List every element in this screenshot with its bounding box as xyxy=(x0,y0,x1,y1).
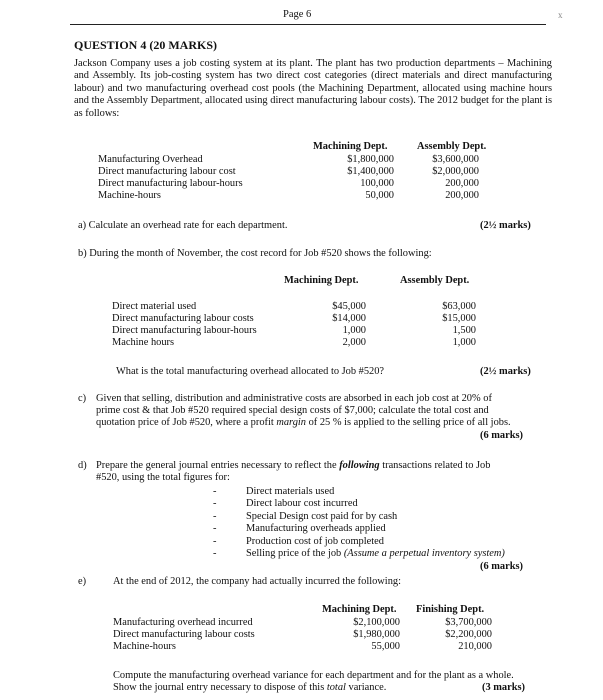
job-row-machining: 2,000 xyxy=(342,337,366,348)
budget-header-assembly: Assembly Dept. xyxy=(417,141,487,152)
job-row-machining: $45,000 xyxy=(332,301,366,312)
budget-row-label: Machine-hours xyxy=(98,190,161,201)
budget-row-label: Direct manufacturing labour-hours xyxy=(98,178,243,189)
budget-row-assembly: 200,000 xyxy=(445,190,479,201)
actual-row-label: Manufacturing overhead incurred xyxy=(113,617,253,628)
part-d-label: d) xyxy=(78,460,87,471)
part-b-text: b) During the month of November, the cost record for Job #520 shows the following: xyxy=(78,248,432,259)
part-e-closing-2 xyxy=(113,682,386,694)
part-e-closing-2-post: variance. xyxy=(345,682,387,693)
part-d-marks: (6 marks) xyxy=(480,561,523,572)
job-row-machining: $14,000 xyxy=(332,313,366,324)
list-bullet: - xyxy=(213,548,217,559)
job-row-label: Direct material used xyxy=(112,301,197,312)
list-bullet: - xyxy=(213,486,217,497)
part-b-question: What is the total manufacturing overhead allocated to Job #520? xyxy=(116,366,385,377)
part-b-marks: (2½ marks) xyxy=(480,366,531,377)
part-c-line-3-pre: quotation price of Job #520, where a profit xyxy=(96,417,277,428)
actual-row-machining: $2,100,000 xyxy=(353,617,400,628)
job-row-assembly: $15,000 xyxy=(442,313,476,324)
list-item: Direct materials used xyxy=(246,486,335,497)
part-a-text: a) Calculate an overhead rate for each department. xyxy=(78,220,288,231)
part-d-line-2: #520, using the total figures for: xyxy=(96,472,230,483)
job-row-assembly: 1,500 xyxy=(452,325,476,336)
budget-row-assembly: $2,000,000 xyxy=(432,166,479,177)
part-c-line-3-post: of 25 % is applied to the selling price of all jobs. xyxy=(306,417,511,428)
part-c-line-2: prime cost & that Job #520 required special design costs of $7,000; calculate the total cost and xyxy=(96,405,489,416)
part-d-line-1 xyxy=(96,460,490,472)
list-bullet: - xyxy=(213,536,217,547)
part-e-closing-2-emph: total xyxy=(326,682,346,693)
actual-row-label: Direct manufacturing labour costs xyxy=(113,629,255,640)
part-d-line-1-pre: Prepare the general journal entries necessary to reflect the xyxy=(96,460,340,471)
actual-row-label: Machine-hours xyxy=(113,641,176,652)
question-intro: Jackson Company uses a job costing system at its plant. The plant has two production departments – Machining and Assembly. Its job-costing system has two direct cost categories (direct materials and direct manufacturing labour) and two manufacturing overhead cost pools (the Machining Department, allocated using machine hours and the Assembly Department, allocated using direct manufacturing labour costs). The 2012 budget for the plant is as follows: xyxy=(74,58,552,119)
job-row-assembly: 1,000 xyxy=(452,337,476,348)
budget-row-machining: $1,400,000 xyxy=(347,166,394,177)
budget-row-label: Manufacturing Overhead xyxy=(98,154,203,165)
actual-row-machining: 55,000 xyxy=(371,641,400,652)
job-row-label: Machine hours xyxy=(112,337,175,348)
list-item: Direct labour cost incurred xyxy=(246,498,358,509)
list-item-text: Selling price of the job xyxy=(246,548,342,559)
actual-row-finishing: $3,700,000 xyxy=(445,617,492,628)
list-item xyxy=(246,548,505,560)
budget-row-machining: 50,000 xyxy=(365,190,394,201)
header-rule xyxy=(70,24,546,25)
part-c-marks: (6 marks) xyxy=(480,430,523,441)
page-number: Page 6 xyxy=(283,9,312,20)
budget-row-assembly: $3,600,000 xyxy=(432,154,479,165)
part-e-label: e) xyxy=(78,576,87,587)
list-bullet: - xyxy=(213,498,217,509)
list-item-note: (Assume a perpetual inventory system) xyxy=(343,548,505,559)
part-a-marks: (2½ marks) xyxy=(480,220,531,231)
budget-row-machining: $1,800,000 xyxy=(347,154,394,165)
list-item: Production cost of job completed xyxy=(246,536,384,547)
budget-row-assembly: 200,000 xyxy=(445,178,479,189)
actual-row-machining: $1,980,000 xyxy=(353,629,400,640)
job-row-machining: 1,000 xyxy=(342,325,366,336)
job-header-machining: Machining Dept. xyxy=(284,275,359,286)
list-bullet: - xyxy=(213,511,217,522)
part-e-closing-1: Compute the manufacturing overhead variance for each department and for the plant as a whole. xyxy=(113,670,514,681)
part-e-marks: (3 marks) xyxy=(482,682,525,693)
actual-row-finishing: $2,200,000 xyxy=(445,629,492,640)
budget-row-label: Direct manufacturing labour cost xyxy=(98,166,236,177)
job-row-label: Direct manufacturing labour-hours xyxy=(112,325,257,336)
list-item: Special Design cost paid for by cash xyxy=(246,511,398,522)
question-title: QUESTION 4 (20 MARKS) xyxy=(74,38,218,52)
part-d-line-1-post: transactions related to Job xyxy=(379,460,491,471)
job-row-label: Direct manufacturing labour costs xyxy=(112,313,254,324)
budget-header-machining: Machining Dept. xyxy=(313,141,388,152)
part-e-text: At the end of 2012, the company had actually incurred the following: xyxy=(113,576,401,587)
part-c-line-3 xyxy=(96,417,511,429)
job-header-assembly: Assembly Dept. xyxy=(400,275,470,286)
part-c-label: c) xyxy=(78,393,87,404)
part-e-closing-2-pre: Show the journal entry necessary to dispose of this xyxy=(113,682,327,693)
budget-row-machining: 100,000 xyxy=(360,178,394,189)
list-item: Manufacturing overheads applied xyxy=(246,523,386,534)
actual-row-finishing: 210,000 xyxy=(458,641,492,652)
corner-mark: x xyxy=(558,10,563,20)
part-c-line-1: Given that selling, distribution and administrative costs are absorbed in each job cost at 20% of xyxy=(96,393,492,404)
actual-header-finishing: Finishing Dept. xyxy=(416,604,485,615)
actual-header-machining: Machining Dept. xyxy=(322,604,397,615)
part-c-line-3-emph: margin xyxy=(276,417,306,428)
job-row-assembly: $63,000 xyxy=(442,301,476,312)
list-bullet: - xyxy=(213,523,217,534)
part-d-line-1-emph: following xyxy=(339,460,380,471)
